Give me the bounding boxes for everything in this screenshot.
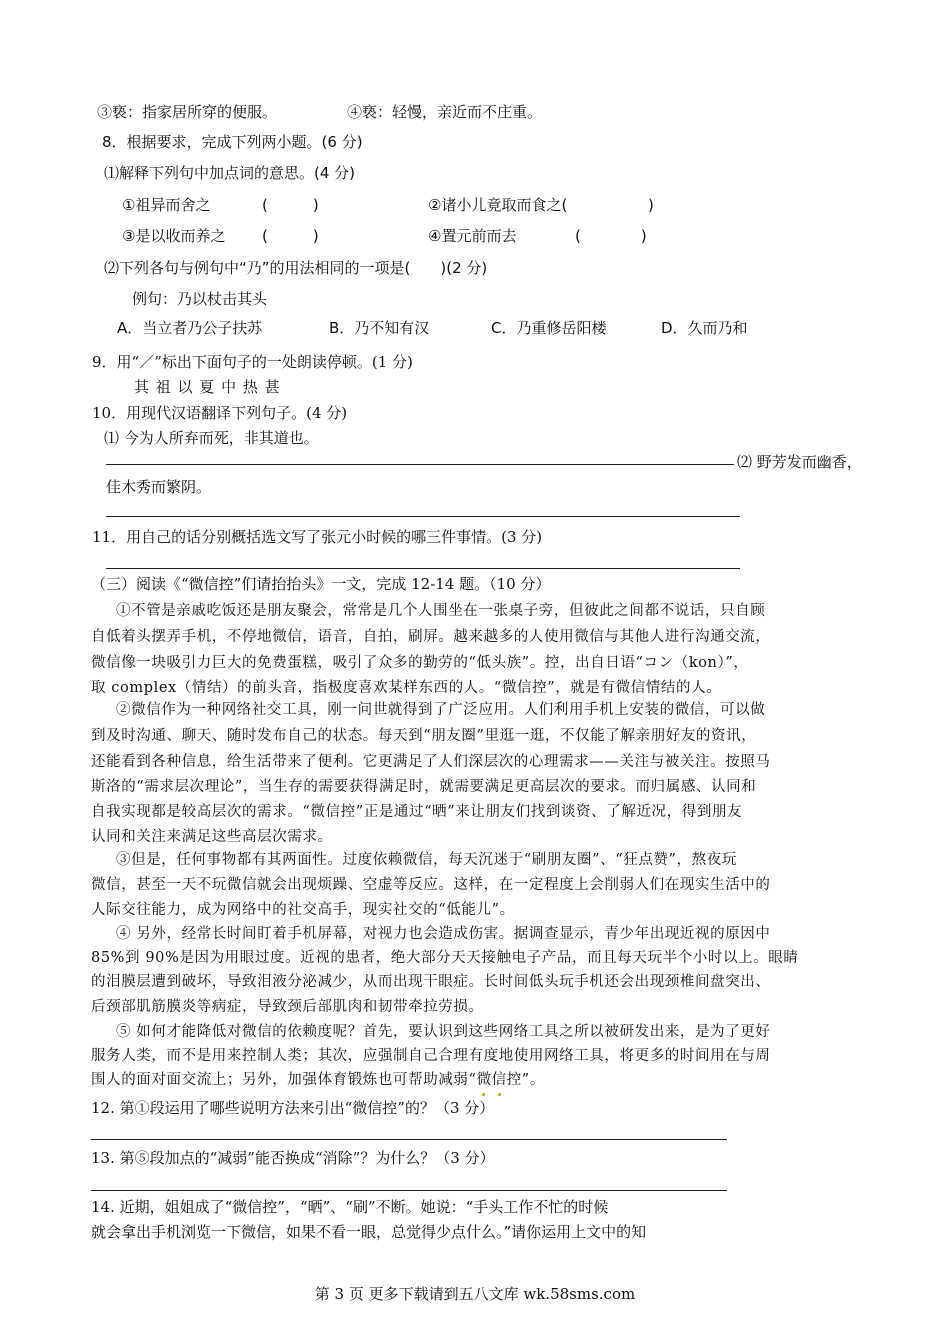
passage-line: ①不管是亲戚吃饭还是朋友聚会，常常是几个人围坐在一张桌子旁，但彼此之间都不说话，只自顾 (116, 603, 766, 619)
passage-line: 微信像一块吸引力巨大的免费蛋糕，吸引了众多的勤劳的“低头族”。控，出自日语“コン（kon）”， (91, 655, 749, 671)
passage-line: ⑤ 如何才能降低对微信的依赖度呢？首先，要认识到这些网络工具之所以被研发出来，是为了更好 (116, 1024, 771, 1040)
q12-answer-line[interactable] (91, 1139, 727, 1140)
q10-sentence-2b: 佳木秀而繁阴。 (106, 478, 212, 496)
q8-item-3-blank[interactable]: ( ) (262, 227, 319, 245)
q8-sub1: ⑴解释下列句中加点词的意思。(4 分) (104, 164, 356, 182)
q8-option-c[interactable]: C．乃重修岳阳楼 (491, 319, 607, 337)
note-4: ④亵：轻慢，亲近而不庄重。 (347, 103, 543, 121)
page-footer: 第 3 页 更多下载请到五八文库 wk.58sms.com (314, 1285, 636, 1303)
q8-option-a[interactable]: A．当立者乃公子扶苏 (117, 319, 263, 337)
q10-title: 10．用现代汉语翻译下列句子。(4 分) (92, 404, 348, 422)
emphasis-dot (498, 1093, 501, 1096)
passage-line: 还能看到各种信息，给生活带来了便利。它更满足了人们深层次的心理需求——关注与被关注。按照马 (91, 754, 771, 770)
passage-line: ③但是，任何事物都有其两面性。过度依赖微信，每天沉迷于“刷朋友圈”、“狂点赞”，熬夜玩 (116, 852, 737, 868)
passage-line: 的泪膜层遭到破坏，导致泪液分泌减少，从而出现干眼症。长时间低头玩手机还会出现颈椎间盘突出、 (91, 974, 771, 990)
q14-line-2: 就会拿出手机浏览一下微信，如果不看一眼，总觉得少点什么。”请你运用上文中的知 (91, 1223, 647, 1241)
q8-item-1: ①祖异而舍之 (122, 196, 211, 214)
q8-option-b[interactable]: B．乃不知有汉 (329, 319, 430, 337)
passage-line: 服务人类，而不是用来控制人类；其次，应强制自己合理有度地使用网络工具，将更多的时间用在与周 (91, 1048, 771, 1064)
q11-title: 11．用自己的话分别概括选文写了张元小时候的哪三件事情。(3 分) (92, 528, 543, 546)
q8-item-2: ②诸小儿竟取而食之( (428, 196, 568, 214)
q9-title: 9．用“／”标出下面句子的一处朗读停顿。(1 分) (92, 353, 413, 371)
q11-answer-line[interactable] (106, 568, 740, 569)
emphasis-dot (482, 1093, 485, 1096)
passage-line: ④ 另外，经常长时间盯着手机屏幕，对视力也会造成伤害。据调查显示，青少年出现近视的原因中 (116, 926, 771, 942)
q10-sentence-2a: ⑵ 野芳发而幽香， (737, 453, 862, 471)
q8-option-d[interactable]: D．久而乃和 (661, 319, 748, 337)
passage-line: 85%到 90%是因为用眼过度。近视的患者，绝大部分天天接触电子产品，而且每天玩半个小时以上。眼睛 (91, 950, 799, 966)
passage-line: 斯洛的“需求层次理论”，当生存的需要获得满足时，就需要满足更高层次的要求。而归属感、认同和 (91, 779, 757, 795)
q13-answer-line[interactable] (91, 1190, 727, 1191)
q10-answer-line-2[interactable] (106, 516, 740, 517)
q10-sentence-1: ⑴ 今为人所弃而死，非其道也。 (104, 429, 319, 447)
passage-line: 围人的面对面交流上；另外，加强体育锻炼也可帮助减弱“微信控”。 (91, 1072, 545, 1088)
q8-item-1-blank[interactable]: ( ) (262, 196, 319, 214)
q13-title: 13. 第⑤段加点的“减弱”能否换成“消除”？为什么？（3 分） (91, 1149, 495, 1167)
passage-line: ②微信作为一种网络社交工具，刚一问世就得到了广泛应用。人们利用手机上安装的微信，可以做 (116, 702, 766, 718)
passage-line: 到及时沟通、聊天、随时发布自己的状态。每天到“朋友圈”里逛一逛，不仅能了解亲朋好友的资讯， (91, 728, 757, 744)
q8-item-4: ④置元前而去 (428, 227, 517, 245)
reading-title: （三）阅读《“微信控”们请抬抬头》一文，完成 12-14 题。（10 分） (91, 575, 551, 593)
q8-item-2-blank[interactable]: ) (588, 196, 654, 214)
passage-line: 取 complex（情结）的前头音，指极度喜欢某样东西的人。“微信控”，就是有微信情结的人。 (91, 680, 722, 696)
passage-line: 自我实现都是较高层次的需求。“微信控”正是通过“晒”来让朋友们找到谈资、了解近况，得到朋友 (91, 804, 743, 820)
passage-line: 微信，甚至一天不玩微信就会出现烦躁、空虚等反应。这样，在一定程度上会削弱人们在现实生活中的 (91, 877, 771, 893)
q9-sentence: 其 祖 以 夏 中 热 甚 (134, 378, 281, 396)
q14-line-1: 14. 近期，姐姐成了“微信控”，“晒”、“刷”不断。她说：“手头工作不忙的时候 (91, 1198, 609, 1216)
passage-line: 后颈部肌筋膜炎等病症，导致颈后部肌肉和韧带牵拉劳损。 (91, 999, 484, 1015)
passage-line: 自低着头摆弄手机，不停地微信，语音，自拍，刷屏。越来越多的人使用微信与其他人进行沟通交流， (91, 629, 771, 645)
q8-sub2: ⑵下列各句与例句中“乃”的用法相同的一项是( )(2 分) (104, 259, 488, 277)
q8-example: 例句：乃以杖击其头 (132, 290, 268, 308)
note-3: ③亵：指家居所穿的便服。 (97, 103, 278, 121)
q8-item-4-blank[interactable]: ( ) (575, 227, 647, 245)
passage-line: 认同和关注来满足这些高层次需求。 (91, 829, 333, 845)
q8-item-3: ③是以收而养之 (122, 227, 226, 245)
passage-line: 人际交往能力，成为网络中的社交高手，现实社交的“低能儿”。 (91, 902, 515, 918)
q12-title: 12. 第①段运用了哪些说明方法来引出“微信控”的？（3 分） (91, 1099, 495, 1117)
q8-title: 8．根据要求，完成下列两小题。(6 分) (102, 133, 363, 151)
q10-answer-line-1[interactable] (106, 464, 734, 465)
